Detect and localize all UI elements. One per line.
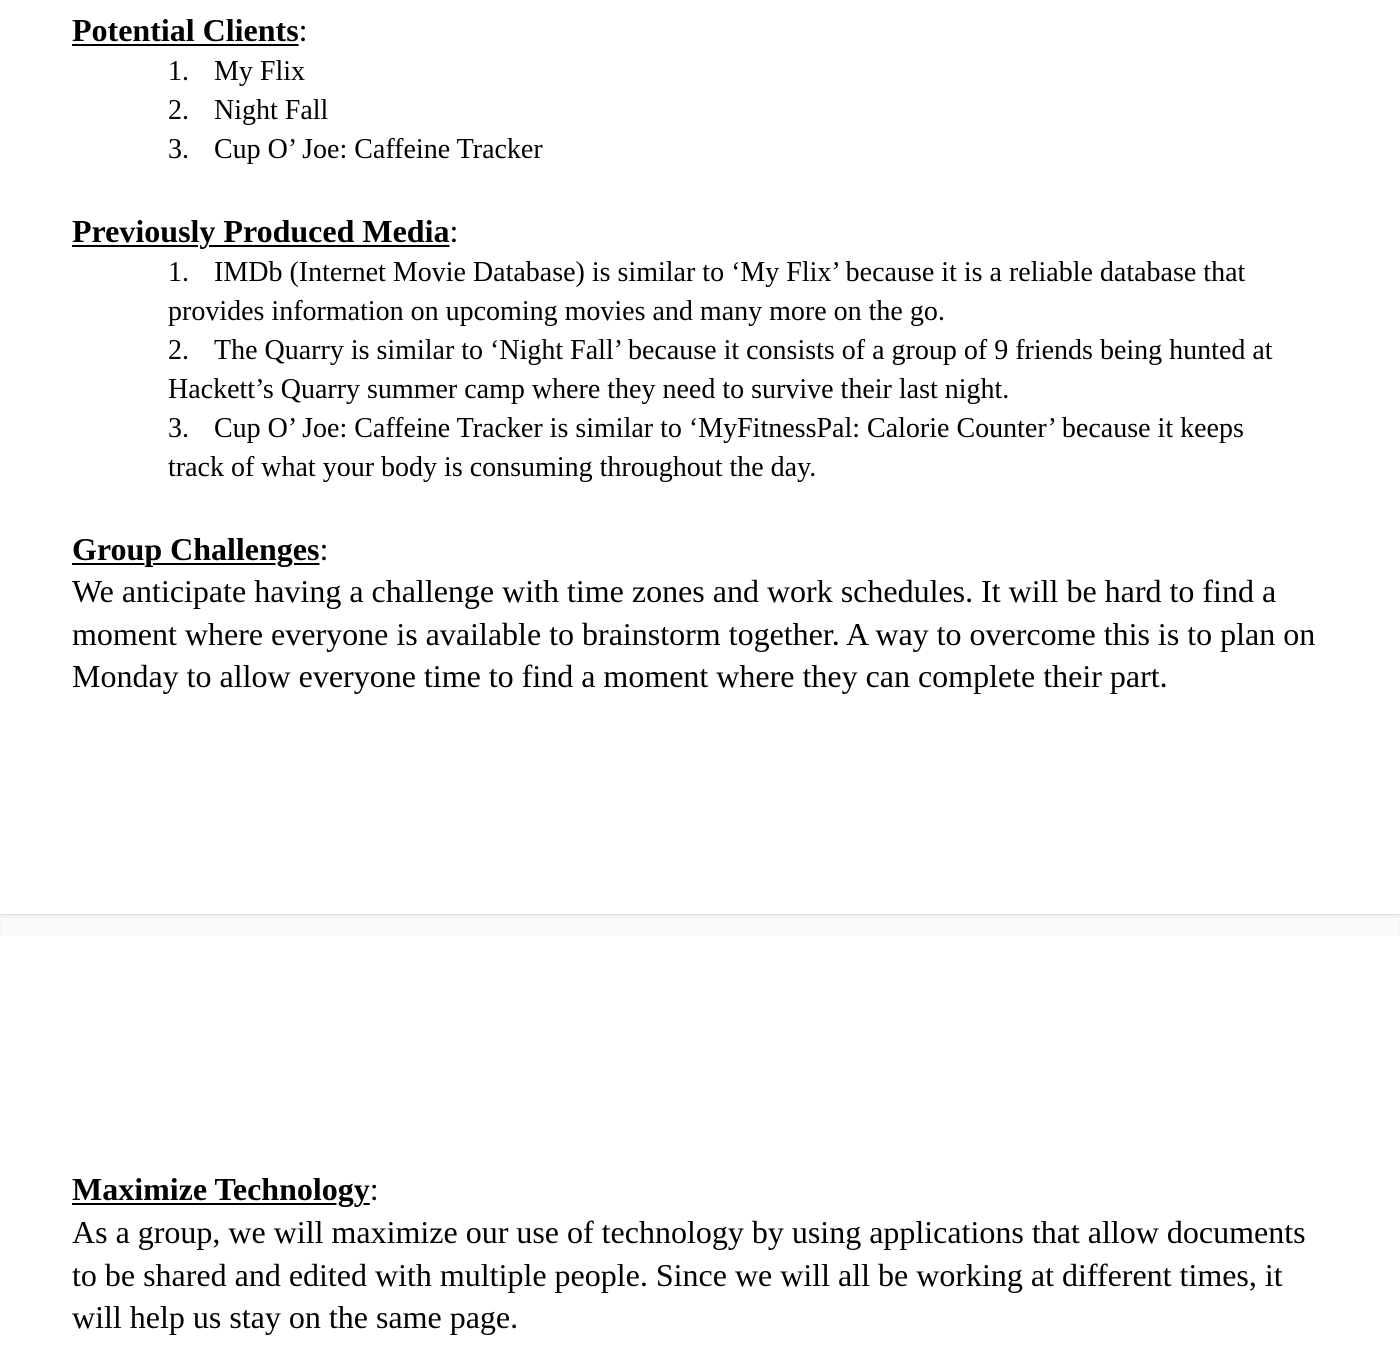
maximize-technology-heading xyxy=(72,1169,379,1209)
list-item xyxy=(168,253,1300,331)
document-page-2 xyxy=(0,936,1400,1348)
potential-clients-heading xyxy=(72,10,308,50)
heading-colon: : xyxy=(298,12,308,48)
list-item xyxy=(168,52,543,91)
group-challenges-heading-text: Group Challenges xyxy=(72,531,320,567)
list-item-text: IMDb (Internet Movie Database) is similar to ‘My Flix’ because it is a reliable database that provides information on upcoming movies and many more on the go. xyxy=(168,257,1246,327)
list-item-text: Night Fall xyxy=(214,95,329,126)
list-item-text: Cup O’ Joe: Caffeine Tracker xyxy=(214,134,543,165)
list-item xyxy=(168,91,543,130)
group-challenges-paragraph: We anticipate having a challenge with time zones and work schedules. It will be hard to find a moment where everyone is available to brainstorm together. A way to overcome this is to plan on Monday to allow everyone time to find a moment where they can complete their part. xyxy=(72,573,1316,694)
heading-colon: : xyxy=(369,1171,379,1207)
list-item-text: My Flix xyxy=(214,56,306,87)
list-item xyxy=(168,130,543,169)
page-break xyxy=(0,914,1400,938)
list-item xyxy=(168,409,1300,487)
list-item-number: 1. xyxy=(168,257,189,288)
list-item xyxy=(168,331,1300,409)
potential-clients-heading-text: Potential Clients xyxy=(72,12,299,48)
potential-clients-list xyxy=(168,52,543,169)
previously-produced-media-heading xyxy=(72,211,458,251)
list-item-text: Cup O’ Joe: Caffeine Tracker is similar to ‘MyFitnessPal: Calorie Counter’ because it keeps track of what your body is consuming throughout the day. xyxy=(168,413,1244,483)
previously-produced-media-heading-text: Previously Produced Media xyxy=(72,213,450,249)
group-challenges-heading xyxy=(72,529,328,569)
previously-produced-media-list xyxy=(168,253,1300,487)
list-item-number: 2. xyxy=(168,95,189,126)
heading-colon: : xyxy=(319,531,329,567)
list-item-number: 3. xyxy=(168,134,189,165)
list-item-number: 2. xyxy=(168,335,189,366)
list-item-text: The Quarry is similar to ‘Night Fall’ because it consists of a group of 9 friends being hunted at Hackett’s Quarry summer camp where they need to survive their last night. xyxy=(168,335,1273,405)
list-item-number: 1. xyxy=(168,56,189,87)
heading-colon: : xyxy=(449,213,459,249)
list-item-number: 3. xyxy=(168,413,189,444)
maximize-technology-heading-text: Maximize Technology xyxy=(72,1171,370,1207)
maximize-technology-paragraph: As a group, we will maximize our use of technology by using applications that allow documents to be shared and edited with multiple people. Since we will all be working at different times, it will help us stay on the same page. xyxy=(72,1214,1306,1335)
